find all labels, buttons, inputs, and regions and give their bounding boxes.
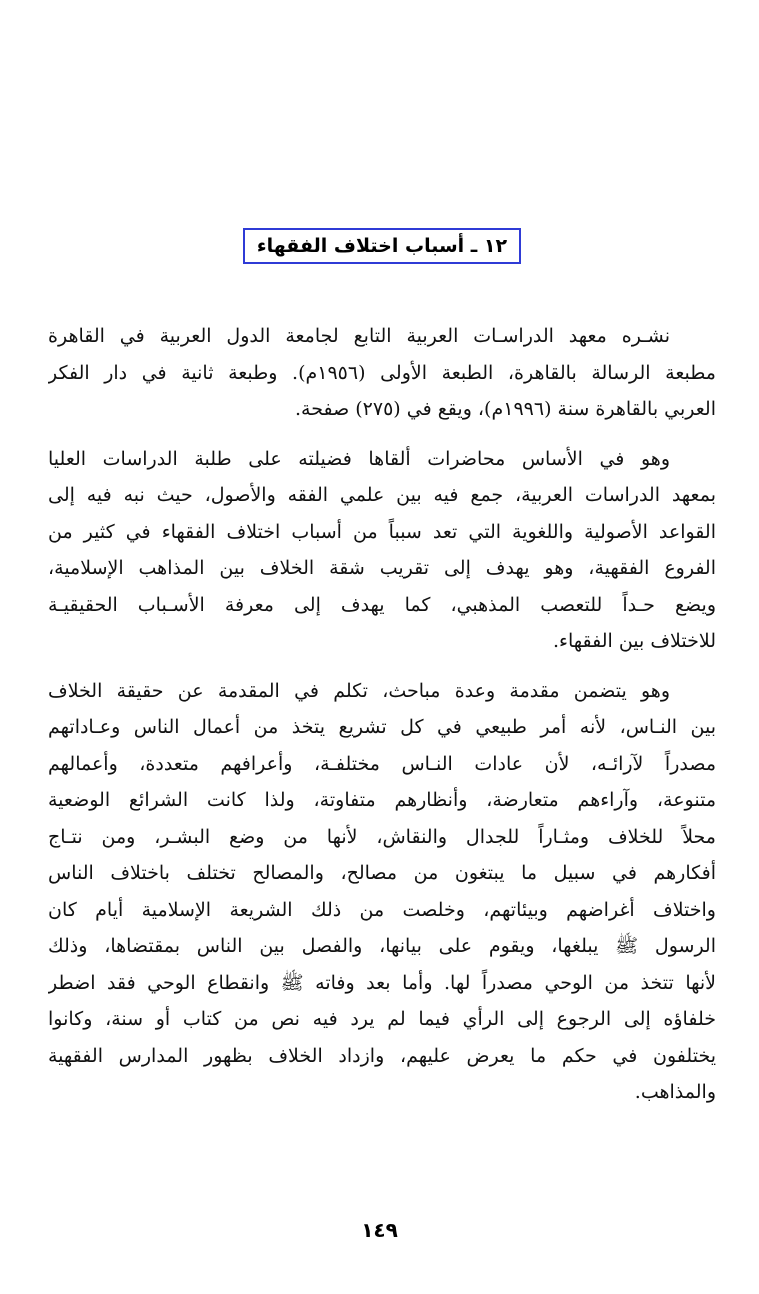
text-line: وهو يتضمن مقدمة وعدة مباحث، تكلم في المقدمة عن حقيقة الخلاف — [48, 679, 670, 702]
text-line: أفكارهم في سبيل ما يبتغون من مصالح، والمصالح تختلف باختلاف الناس — [48, 862, 716, 884]
paragraph-gap — [48, 660, 716, 673]
page-number: ١٤٩ — [361, 1218, 398, 1242]
text-line: الفروع الفقهية، وهو يهدف إلى تقريب شقة الخلاف بين المذاهب الإسلامية، — [48, 557, 716, 579]
text-line: يختلفون في حكم ما يعرض عليهم، وازداد الخلاف بظهور المدارس الفقهية — [48, 1044, 716, 1067]
paragraph-3 — [48, 673, 716, 1111]
text-line: خلفاؤه إلى الرجوع إلى الرأي فيما لم يرد فيه نص من كتاب أو سنة، وكانوا — [48, 1008, 716, 1030]
text-line: بين النـاس، لأنه أمر طبيعي في كل تشريع يتخذ من أعمال الناس وعـاداتهم — [48, 716, 716, 738]
section-title-text: ١٢ ـ أسباب اختلاف الفقهاء — [256, 235, 508, 257]
text-line: الرسول ﷺ يبلغها، ويقوم على بيانها، والفصل بين الناس بمقتضاها، وذلك — [48, 935, 716, 957]
text-line: بمعهد الدراسات العربية، جمع فيه بين علمي الفقه والأصول، حيث نبه فيه إلى — [48, 484, 716, 506]
paragraph-1 — [48, 318, 716, 428]
text-line: والمذاهب. — [634, 1081, 716, 1103]
text-line: محلاً للخلاف ومثـاراً للجدال والنقاش، لأنها من وضع البشـر، ومن نتـاج — [48, 825, 716, 848]
text-line: وهو في الأساس محاضرات ألقاها فضيلته على طلبة الدراسات العليا — [48, 447, 670, 470]
text-line: للاختلاف بين الفقهاء. — [552, 630, 716, 652]
text-line: القواعد الأصولية واللغوية التي تعد سبباً من أسباب اختلاف الفقهاء في كثير من — [48, 520, 716, 543]
text-line: ويضع حـداً للتعصب المذهبي، كما يهدف إلى معرفة الأسـباب الحقيقيـة — [48, 593, 716, 616]
paragraph-2 — [48, 441, 716, 660]
text-line: مصدراً لآرائـه، لأن عادات النـاس مختلفـة، وأعرافهم متعددة، وأعمالهم — [48, 752, 716, 775]
text-line: واختلاف أغراضهم وبيئاتهم، وخلصت من ذلك الشريعة الإسلامية أيام كان — [48, 898, 716, 921]
text-line: لأنها تتخذ من الوحي مصدراً لها. وأما بعد وفاته ﷺ وانقطاع الوحي فقد اضطر — [48, 971, 716, 994]
paragraph-gap — [48, 428, 716, 441]
text-line: العربي بالقاهرة سنة (١٩٩٦م)، ويقع في (٢٧٥) صفحة. — [294, 398, 716, 420]
text-line: متنوعة، وآراءهم متعارضة، وأنظارهم متفاوتة، ولذا كانت الشرائع الوضعية — [48, 789, 716, 811]
text-line: نشـره معهد الدراسـات العربية التابع لجامعة الدول العربية في القاهرة — [48, 325, 670, 347]
body-text — [48, 318, 716, 1111]
text-line: مطبعة الرسالة بالقاهرة، الطبعة الأولى (١٩٥٦م). وطبعة ثانية في دار الفكر — [48, 361, 716, 384]
section-title — [243, 228, 521, 264]
